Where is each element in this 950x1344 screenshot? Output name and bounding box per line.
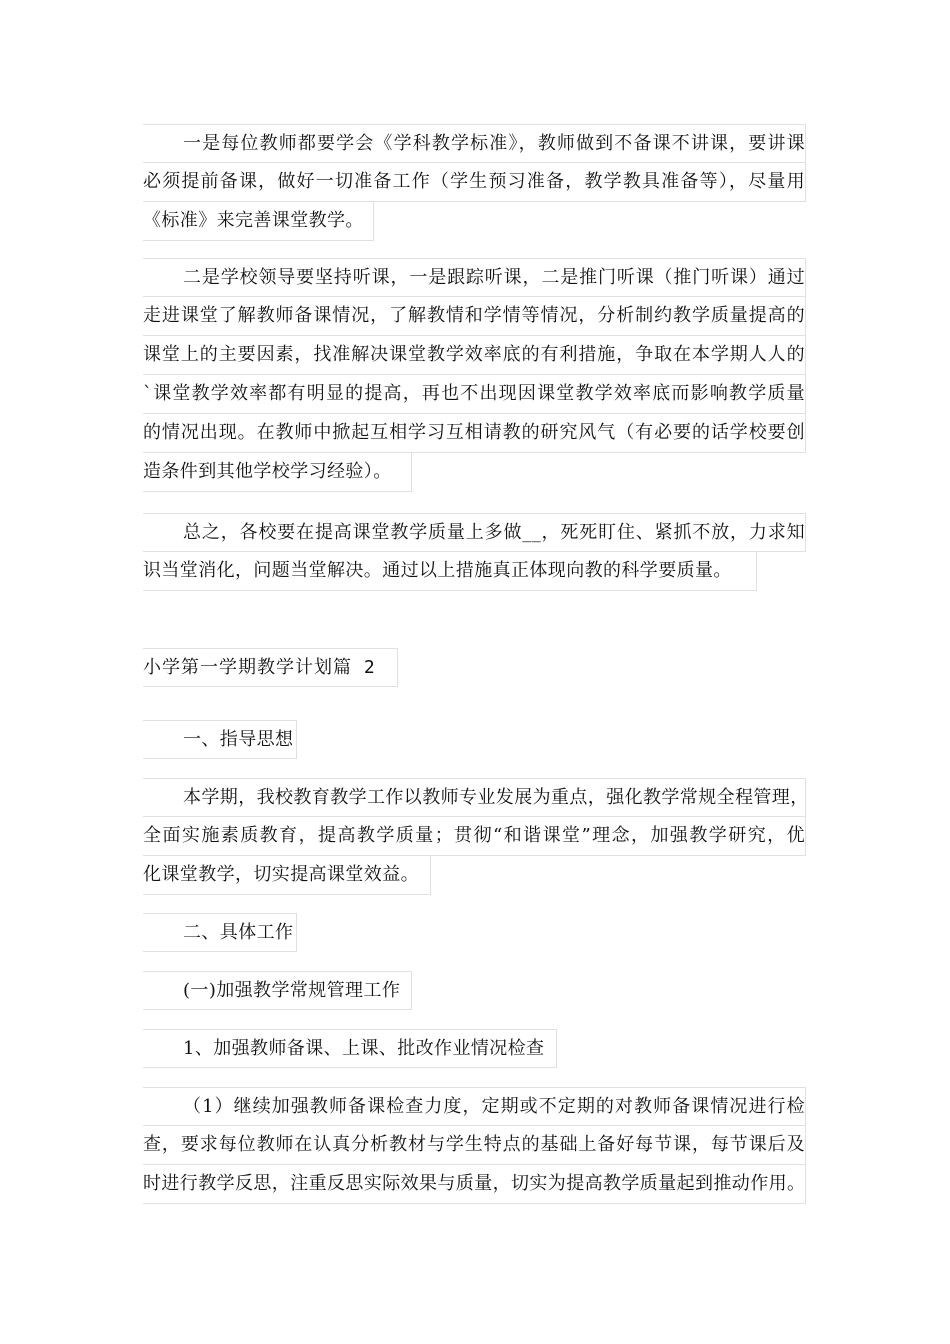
section-title-text: 小学第一学期教学计划篇 2 [143,648,398,687]
heading-text: (一)加强教学常规管理工作 [143,971,412,1010]
paragraph-line: 总之，各校要在提高课堂教学质量上多做__，死死盯住、紧抓不放，力求知 [143,513,806,552]
paragraph-line: （1）继续加强教师备课检查力度，定期或不定期的对教师备课情况进行检 [143,1087,806,1126]
heading-text: 1、加强教师备课、上课、批改作业情况检查 [143,1029,557,1068]
paragraph-line: 一是每位教师都要学会《学科教学标准》，教师做到不备课不讲课，要讲课 [143,124,806,163]
heading-inspection [143,1029,557,1068]
paragraph-line: 本学期，我校教育教学工作以教师专业发展为重点，强化教学常规全程管理， [143,778,806,817]
paragraph-lesson-prep-inspection [143,1087,806,1204]
paragraph-line: 《标准》来完善课堂教学。 [143,202,374,241]
paragraph-line: 必须提前备课，做好一切准备工作（学生预习准备，教学教具准备等），尽量用 [143,163,806,202]
paragraph-teaching-standards [143,124,806,241]
paragraph-line: 走进课堂了解教师备课情况，了解教情和学情等情况，分析制约教学质量提高的 [143,297,806,336]
paragraph-guiding-ideology [143,778,809,895]
paragraph-line: `课堂教学效率都有明显的提高，再也不出现因课堂教学效率底而影响教学质量 [143,375,806,414]
heading-specific-work [143,913,297,952]
paragraph-conclusion [143,513,806,591]
paragraph-line: 课堂上的主要因素，找准解决课堂教学效率底的有利措施，争取在本学期人人的 [143,336,806,375]
paragraph-line: 的情况出现。在教师中掀起互相学习互相请教的研究风气（有必要的话学校要创 [143,414,806,453]
heading-text: 二、具体工作 [143,913,297,952]
paragraph-lesson-observation [143,258,806,492]
paragraph-line: 二是学校领导要坚持听课，一是跟踪听课，二是推门听课（推门听课）通过 [143,258,806,297]
heading-text: 一、指导思想 [143,720,297,759]
paragraph-line: 全面实施素质教育，提高教学质量；贯彻“和谐课堂”理念，加强教学研究，优 [143,817,806,856]
paragraph-line: 识当堂消化，问题当堂解决。通过以上措施真正体现向教的科学要质量。 [143,552,757,591]
section-title [143,648,398,687]
paragraph-line: 查，要求每位教师在认真分析教材与学生特点的基础上备好每节课，每节课后及 [143,1126,806,1165]
paragraph-line: 造条件到其他学校学习经验）。 [143,453,412,492]
paragraph-line: 化课堂教学，切实提高课堂效益。 [143,856,431,895]
paragraph-line: 时进行教学反思，注重反思实际效果与质量，切实为提高教学质量起到推动作用。 [143,1165,806,1204]
heading-guiding-ideology [143,720,297,759]
heading-routine-management [143,971,412,1010]
